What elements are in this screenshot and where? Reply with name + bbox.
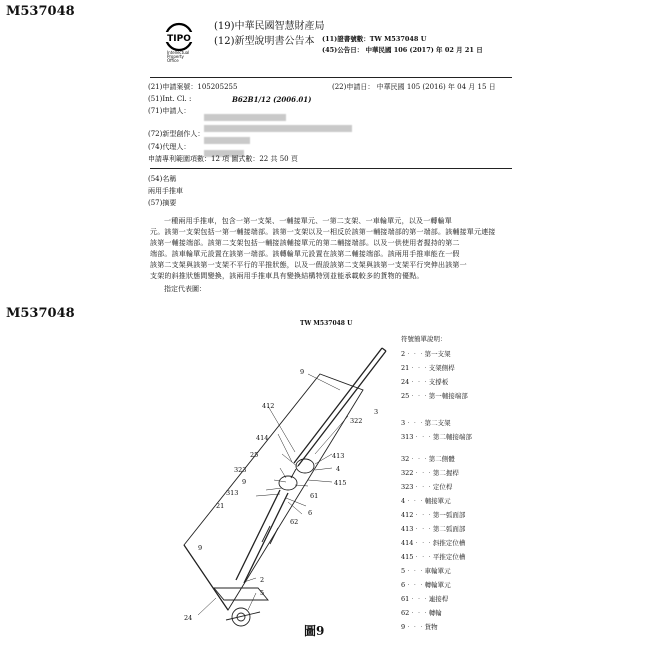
filing-date: (22)申請日： 中華民國 105 (2016) 年 04 月 15 日 <box>332 83 496 91</box>
label-21: 21 <box>216 502 225 510</box>
label-24: 24 <box>184 614 193 622</box>
svg-text:TIPO: TIPO <box>167 34 191 44</box>
legend-description: ‧‧‧連接桿 <box>409 595 449 603</box>
label-3: 3 <box>374 408 379 416</box>
legend-number: 323 <box>401 483 414 491</box>
legend-item <box>401 623 438 631</box>
legend-item <box>401 455 455 463</box>
legend-description: ‧‧‧車輪單元 <box>405 567 451 575</box>
legend-description: ‧‧‧貨物 <box>405 623 438 631</box>
claims-count-line: 申請專利範圍項數：12 項 圖式數：22 共 50 頁 <box>148 155 298 163</box>
agent-label: (74)代理人： <box>148 143 191 151</box>
publication-date: (45)公告日： 中華民國 106 (2017) 年 02 月 21 日 <box>322 46 483 54</box>
abstract-body <box>150 216 515 282</box>
legend-number: 9 <box>401 623 406 631</box>
label-6: 6 <box>308 509 313 517</box>
legend-description: ‧‧‧支撐板 <box>409 378 449 386</box>
label-2: 2 <box>260 576 265 584</box>
document-type: (12)新型說明書公告本 <box>214 36 315 47</box>
label-9: 9 <box>300 368 305 376</box>
legend-number: 413 <box>401 525 414 533</box>
legend-description: ‧‧‧支架側桿 <box>409 364 455 372</box>
abstract-line: 元。該第一支架包括一第一輔接端部。該第一支架以及一相反於該第一輔接端部的第一端部。該輔接單元連接 <box>150 228 496 236</box>
label-5: 5 <box>260 589 265 597</box>
legend-number: 3 <box>401 419 406 427</box>
header-divider <box>150 77 512 78</box>
abstract-line: 支架的斜推狀態間變換，該兩用手推車具有變換結構特別並能承載較多的貨物的優點。 <box>150 272 424 280</box>
name-label: (54)名稱 <box>148 175 177 183</box>
second-frame-rod <box>294 348 382 463</box>
legend-item <box>401 581 451 589</box>
legend-item <box>401 539 465 547</box>
abstract-line: 端部。該車輪單元設置在該第一端部。該轉輪單元設置在該第二輔接端部。該兩用手推車能在一假 <box>150 250 460 258</box>
legend-item <box>401 419 451 427</box>
creator-label: (72)新型創作人： <box>148 130 205 138</box>
legend-description: ‧‧‧第二支架 <box>405 419 451 427</box>
legend-number: 25 <box>401 392 410 400</box>
legend-number: 414 <box>401 539 414 547</box>
legend-number: 21 <box>401 364 410 372</box>
legend-item <box>401 553 465 561</box>
tipo-logo <box>152 20 206 64</box>
label-323: 323 <box>234 466 247 474</box>
office-name: (19)中華民國智慧財產局 <box>214 21 325 32</box>
legend-number: 322 <box>401 469 414 477</box>
legend-description: ‧‧‧斜推定位槽 <box>413 539 466 547</box>
legend-description: ‧‧‧第二弧面部 <box>413 525 466 533</box>
legend-item <box>401 609 442 617</box>
legend-description: ‧‧‧轉輪 <box>409 609 442 617</box>
label-313: 313 <box>226 489 239 497</box>
legend-item <box>401 511 465 519</box>
legend-item <box>401 433 472 441</box>
legend-number: 6 <box>401 581 406 589</box>
legend-item <box>401 497 451 505</box>
utility-name: 兩用手推車 <box>148 187 183 195</box>
legend-description: ‧‧‧第二輔接端部 <box>413 433 472 441</box>
legend-title: 符號簡單說明： <box>401 335 447 343</box>
legend-item <box>401 364 455 372</box>
abstract-label: (57)摘要 <box>148 199 177 207</box>
legend-description: ‧‧‧第一輔接端部 <box>409 392 468 400</box>
legend-description: ‧‧‧第二側體 <box>409 455 455 463</box>
label-415: 415 <box>334 479 347 487</box>
legend-description: ‧‧‧平推定位槽 <box>413 553 466 561</box>
legend-number: 4 <box>401 497 406 505</box>
document-number-top: M537048 <box>6 4 75 19</box>
legend-item <box>401 595 448 603</box>
legend-item <box>401 525 465 533</box>
legend-description: ‧‧‧輔接單元 <box>405 497 451 505</box>
first-frame-tube <box>236 490 280 580</box>
figure-caption: 圖9 <box>304 624 325 638</box>
applicant-label: (71)申請人： <box>148 107 191 115</box>
intcl-value: B62B1/12 (2006.01) <box>232 95 312 104</box>
application-number: (21)申請案號：105205255 <box>148 83 238 91</box>
label-414: 414 <box>256 434 269 442</box>
label-412: 412 <box>262 402 275 410</box>
label-61: 61 <box>310 492 319 500</box>
legend-number: 313 <box>401 433 414 441</box>
legend-item <box>401 483 452 491</box>
legend-item <box>401 567 451 575</box>
legend-item <box>401 392 468 400</box>
label-322: 322 <box>350 417 363 425</box>
intcl-label: (51)Int. Cl. : <box>148 95 192 103</box>
legend-description: ‧‧‧轉輪單元 <box>405 581 451 589</box>
legend-item <box>401 378 448 386</box>
representative-figure-label: 指定代表圖： <box>164 285 206 293</box>
figure-9-drawing <box>170 330 400 635</box>
legend-description: ‧‧‧第一弧面部 <box>413 511 466 519</box>
legend-number: 415 <box>401 553 414 561</box>
legend-number: 24 <box>401 378 410 386</box>
document-number-figure: M537048 <box>6 306 75 321</box>
legend-number: 32 <box>401 455 410 463</box>
figure-page-header: TW M537048 U <box>300 320 353 327</box>
legend-description: ‧‧‧定位桿 <box>413 483 453 491</box>
logo-subtitle: Intellectual Property Office <box>167 50 190 63</box>
label-25: 25 <box>250 451 259 459</box>
legend-item <box>401 469 459 477</box>
biblio-divider <box>150 168 512 169</box>
certificate-number: (11)證書號數：TW M537048 U <box>322 35 427 43</box>
abstract-line: 該第一輔接端部。該第二支架包括一輔接該輔接單元的第二輔接端部。以及一供使用者握持的第二 <box>150 239 460 247</box>
legend-item <box>401 350 451 358</box>
wheel <box>232 608 250 626</box>
legend-description: ‧‧‧第一支架 <box>405 350 451 358</box>
label-62: 62 <box>290 518 299 526</box>
legend-number: 61 <box>401 595 410 603</box>
legend-number: 412 <box>401 511 414 519</box>
abstract-line: 一種兩用手推車，包含一第一支架、一輔接單元、一第二支架、一車輪單元，以及一轉輪單 <box>164 217 452 225</box>
legend-number: 5 <box>401 567 406 575</box>
label-9c: 9 <box>198 544 203 552</box>
label-4: 4 <box>336 465 341 473</box>
label-413: 413 <box>332 452 345 460</box>
legend-description: ‧‧‧第二握桿 <box>413 469 459 477</box>
abstract-line: 該第二支架與該第一支架不平行的平推狀態，以及一假設該第二支架與該第一支架平行突伸出該第一 <box>150 261 467 269</box>
legend-number: 62 <box>401 609 410 617</box>
legend-number: 2 <box>401 350 406 358</box>
label-9b: 9 <box>242 478 247 486</box>
